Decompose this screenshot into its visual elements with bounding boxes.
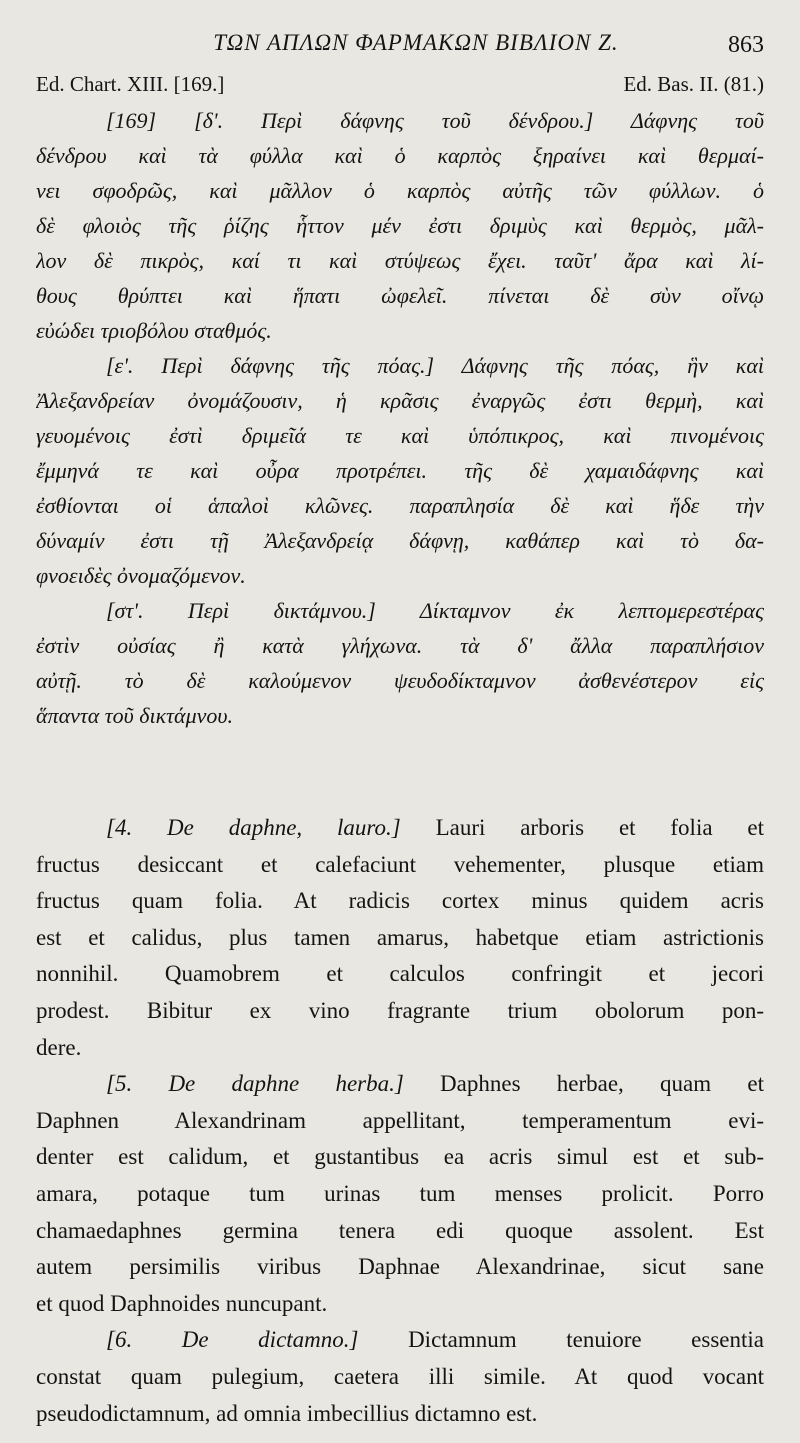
text-line	[36, 1066, 764, 1103]
edition-chartier: Ed. Chart. XIII. [169.]	[36, 72, 225, 96]
latin-paragraph-laurel	[36, 810, 764, 1066]
text-line	[36, 810, 764, 847]
section-label: [4. De daphne, lauro.]	[106, 815, 401, 840]
latin-paragraph-daphne-herb	[36, 1066, 764, 1322]
section-label: [5. De daphne herba.]	[106, 1071, 404, 1097]
section-label: [6. De dictamno.]	[106, 1327, 359, 1353]
text-line: pseudodictamnum, ad omnia imbecillius dictamno est.	[36, 1400, 538, 1426]
text-run: Lauri arboris et folia et	[400, 815, 764, 840]
greek-paragraph-laurel-tree	[36, 103, 764, 348]
text-line: constat quam pulegium, caetera illi simile. At quod vocant	[36, 1363, 764, 1389]
text-line: νει σφοδρῶς, καὶ μᾶλλον ὁ καρπὸς αὐτῆς τῶν φύλλων. ὁ	[36, 178, 764, 203]
text-line: dere.	[36, 1034, 82, 1060]
greek-paragraph-dittany	[36, 593, 764, 733]
text-line: ἐστὶν οὐσίας ἢ κατὰ γλήχωνα. τὰ δ' ἄλλα παραπλήσιον	[36, 633, 764, 658]
text-line: δένδρου καὶ τὰ φύλλα καὶ ὁ καρπὸς ξηραίνει καὶ θερμαί-	[36, 143, 764, 168]
text-line	[36, 1322, 764, 1359]
edition-references	[36, 72, 764, 102]
text-line: [169] [δ'. Περὶ δάφνης τοῦ δένδρου.] Δάφνης τοῦ	[106, 108, 764, 133]
text-line: nonnihil. Quamobrem et calculos confringit et jecori	[36, 961, 764, 987]
text-line: δὲ φλοιὸς τῆς ῥίζης ἧττον μέν ἐστι δριμὺς καὶ θερμὸς, μᾶλ-	[36, 213, 764, 238]
text-line: δύναμίν ἐστι τῇ Ἀλεξανδρείᾳ δάφνῃ, καθάπερ καὶ τὸ δα-	[36, 528, 764, 553]
text-line: θους θρύπτει καὶ ἥπατι ὠφελεῖ. πίνεται δὲ σὺν οἴνῳ	[36, 283, 764, 308]
edition-basel: Ed. Bas. II. (81.)	[623, 72, 764, 96]
text-line: εὐώδει τριοβόλου σταθμός.	[36, 318, 272, 343]
text-line: ἐσθίονται οἱ ἁπαλοὶ κλῶνες. παραπλησία δὲ καὶ ἥδε τὴν	[36, 493, 764, 518]
latin-text	[36, 810, 764, 1432]
text-line: [ε'. Περὶ δάφνης τῆς πόας.] Δάφνης τῆς πόας, ἣν καὶ	[106, 353, 764, 378]
text-line: chamaedaphnes germina tenera edi quoque assolent. Est	[36, 1217, 764, 1243]
text-line: fructus desiccant et calefaciunt vehementer, plusque etiam	[36, 851, 764, 877]
text-run: Daphnes herbae, quam et	[403, 1071, 764, 1097]
text-line: γευομένοις ἐστὶ δριμεῖά τε καὶ ὑπόπικρος, καὶ πινομένοις	[36, 423, 764, 448]
text-line: amara, potaque tum urinas tum menses prolicit. Porro	[36, 1180, 764, 1206]
page-header	[36, 30, 764, 66]
text-line: est et calidus, plus tamen amarus, habetque etiam astrictionis	[36, 924, 764, 950]
text-line: ἅπαντα τοῦ δικτάμνου.	[36, 703, 234, 728]
text-line: fructus quam folia. At radicis cortex minus quidem acris	[36, 888, 764, 914]
running-title: ΤΩΝ ΑΠΛΩΝ ΦΑΡΜΑΚΩΝ ΒΙΒΛΙΟΝ Ζ.	[213, 30, 619, 55]
text-line: Daphnen Alexandrinam appellitant, temperamentum evi-	[36, 1107, 764, 1133]
text-line: denter est calidum, et gustantibus ea acris simul est et sub-	[36, 1144, 764, 1170]
text-line: et quod Daphnoides nuncupant.	[36, 1290, 328, 1316]
text-line: φνοειδὲς ὀνομαζόμενον.	[36, 563, 246, 588]
text-line: ἔμμηνά τε καὶ οὖρα προτρέπει. τῆς δὲ χαμαιδάφνης καὶ	[36, 458, 764, 483]
greek-text	[36, 103, 764, 733]
text-line: αὐτῇ. τὸ δὲ καλούμενον ψευδοδίκταμνον ἀσθενέστερον εἰς	[36, 668, 764, 693]
text-line: Ἀλεξανδρείαν ὀνομάζουσιν, ἡ κρᾶσις ἐναργῶς ἐστι θερμὴ, καὶ	[36, 388, 764, 413]
greek-paragraph-laurel-herb	[36, 348, 764, 593]
text-run: Dictamnum tenuiore essentia	[358, 1327, 764, 1353]
text-line: λον δὲ πικρὸς, καί τι καὶ στύψεως ἔχει. ταῦτ' ἄρα καὶ λί-	[36, 248, 764, 273]
page-number: 863	[728, 32, 764, 58]
text-line: prodest. Bibitur ex vino fragrante trium obolorum pon-	[36, 997, 764, 1023]
text-line: [στ'. Περὶ δικτάμνου.] Δίκταμνον ἐκ λεπτομερεστέρας	[106, 598, 764, 623]
text-line: autem persimilis viribus Daphnae Alexandrinae, sicut sane	[36, 1254, 764, 1280]
latin-paragraph-dittany	[36, 1322, 764, 1432]
